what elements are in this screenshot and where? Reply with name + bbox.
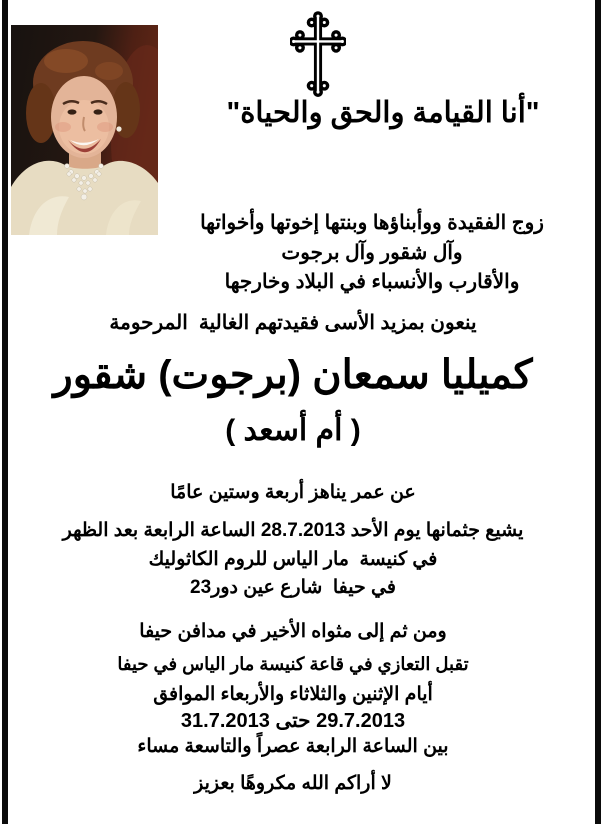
- mourners-relatives-line: والأقارب والأنسباء في البلاد وخارجها: [224, 271, 520, 293]
- mourners-family-line: زوج الفقيدة ووأبناؤها وبنتها إخوتها وأخواتها: [200, 212, 544, 234]
- condolences-days-line: أيام الإثنين والثلاثاء والأربعاء الموافق: [153, 684, 433, 705]
- deceased-kunya: ( أم أسعد ): [225, 414, 361, 447]
- condolences-venue-line: تقبل التعازي في قاعة كنيسة مار الياس في حيفا: [117, 654, 469, 674]
- deceased-age-line: عن عمر يناهز أربعة وستين عامًا: [170, 482, 416, 503]
- closing-blessing-line: لا أراكم الله مكروهًا بعزيز: [194, 773, 392, 794]
- cross-icon: [290, 10, 346, 100]
- funeral-procession-line: يشيع جثمانها يوم الأحد 28.7.2013 الساعة الرابعة بعد الظهر: [62, 520, 524, 541]
- obituary-intro: ينعون بمزيد الأسى فقيدتهم الغالية المرحومة: [109, 312, 477, 334]
- mourners-clans-line: وآل شقور وآل برجوت: [281, 242, 463, 264]
- portrait-photo: [11, 25, 158, 235]
- funeral-address-line: في حيفا شارع عين دور23: [190, 577, 396, 598]
- condolences-hours-line: بين الساعة الرابعة عصراً والتاسعة مساء: [137, 736, 449, 757]
- condolences-dates-line: 29.7.2013 حتى 31.7.2013: [180, 710, 406, 732]
- deceased-name: كميليا سمعان (برجوت) شقور: [53, 353, 533, 397]
- cross-icon-svg: [290, 10, 346, 100]
- scripture-quote: "أنا القيامة والحق والحياة": [226, 97, 540, 129]
- burial-place-line: ومن ثم إلى مثواه الأخير في مدافن حيفا: [139, 621, 447, 642]
- portrait-photo-image: [11, 25, 158, 235]
- funeral-church-line: في كنيسة مار الياس للروم الكاثوليك: [148, 549, 438, 570]
